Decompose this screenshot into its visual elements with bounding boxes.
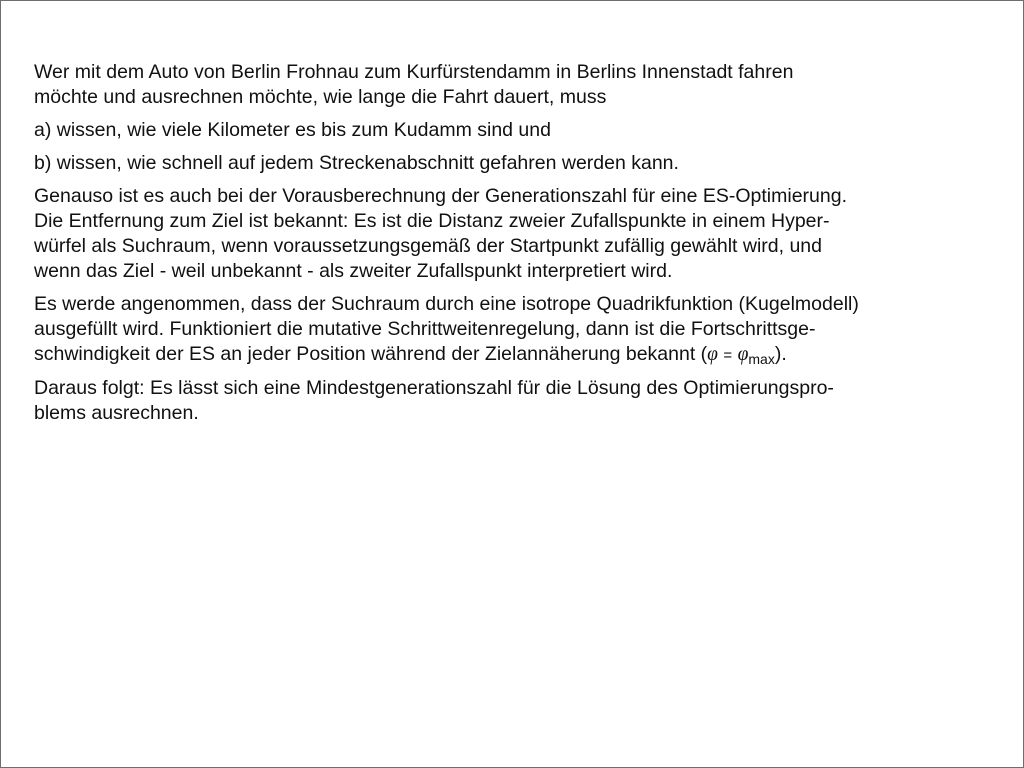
- paragraph-search-space: [34, 292, 1009, 368]
- subscript-max: max: [748, 351, 775, 367]
- paragraph-item-a: [34, 118, 1009, 143]
- text-line: Es werde angenommen, dass der Suchraum durch eine isotrope Quadrikfunktion (Kugelmodell): [34, 293, 859, 315]
- text-line: möchte und ausrechnen möchte, wie lange die Fahrt dauert, muss: [34, 86, 607, 108]
- paragraph-conclusion: [34, 376, 1009, 426]
- text-line: b) wissen, wie schnell auf jedem Streckenabschnitt gefahren werden kann.: [34, 152, 679, 174]
- text-line: wenn das Ziel - weil unbekannt - als zweiter Zufallspunkt interpretiert wird.: [34, 260, 673, 282]
- paragraph-generation-count: [34, 184, 1009, 284]
- text-segment: schwindigkeit der ES an jeder Position während der Zielannäherung bekannt (: [34, 343, 708, 365]
- phi-symbol: φ: [707, 344, 718, 365]
- text-line: Die Entfernung zum Ziel ist bekannt: Es ist die Distanz zweier Zufallspunkte in einem Hyper-: [34, 210, 830, 232]
- phi-symbol: φ: [737, 344, 749, 365]
- text-line: Genauso ist es auch bei der Vorausberechnung der Generationszahl für eine ES-Optimierung.: [34, 185, 847, 207]
- text-line-with-formula: [34, 342, 1009, 368]
- formula-close: ).: [774, 343, 787, 365]
- text-line: ausgefüllt wird. Funktioniert die mutative Schrittweitenregelung, dann ist die Fortschrittsge-: [34, 318, 816, 340]
- text-line: Wer mit dem Auto von Berlin Frohnau zum Kurfürstendamm in Berlins Innenstadt fahren: [34, 61, 794, 83]
- text-line: Daraus folgt: Es lässt sich eine Mindestgenerationszahl für die Lösung des Optimierungspro-: [34, 377, 834, 399]
- text-line: würfel als Suchraum, wenn voraussetzungsgemäß der Startpunkt zufällig gewählt wird, und: [34, 235, 822, 257]
- slide-text-body: [34, 60, 1009, 434]
- equals-sign: =: [723, 347, 733, 364]
- paragraph-intro: [34, 60, 1009, 110]
- text-line: blems ausrechnen.: [34, 402, 199, 424]
- paragraph-item-b: [34, 151, 1009, 176]
- text-line: a) wissen, wie viele Kilometer es bis zum Kudamm sind und: [34, 119, 551, 141]
